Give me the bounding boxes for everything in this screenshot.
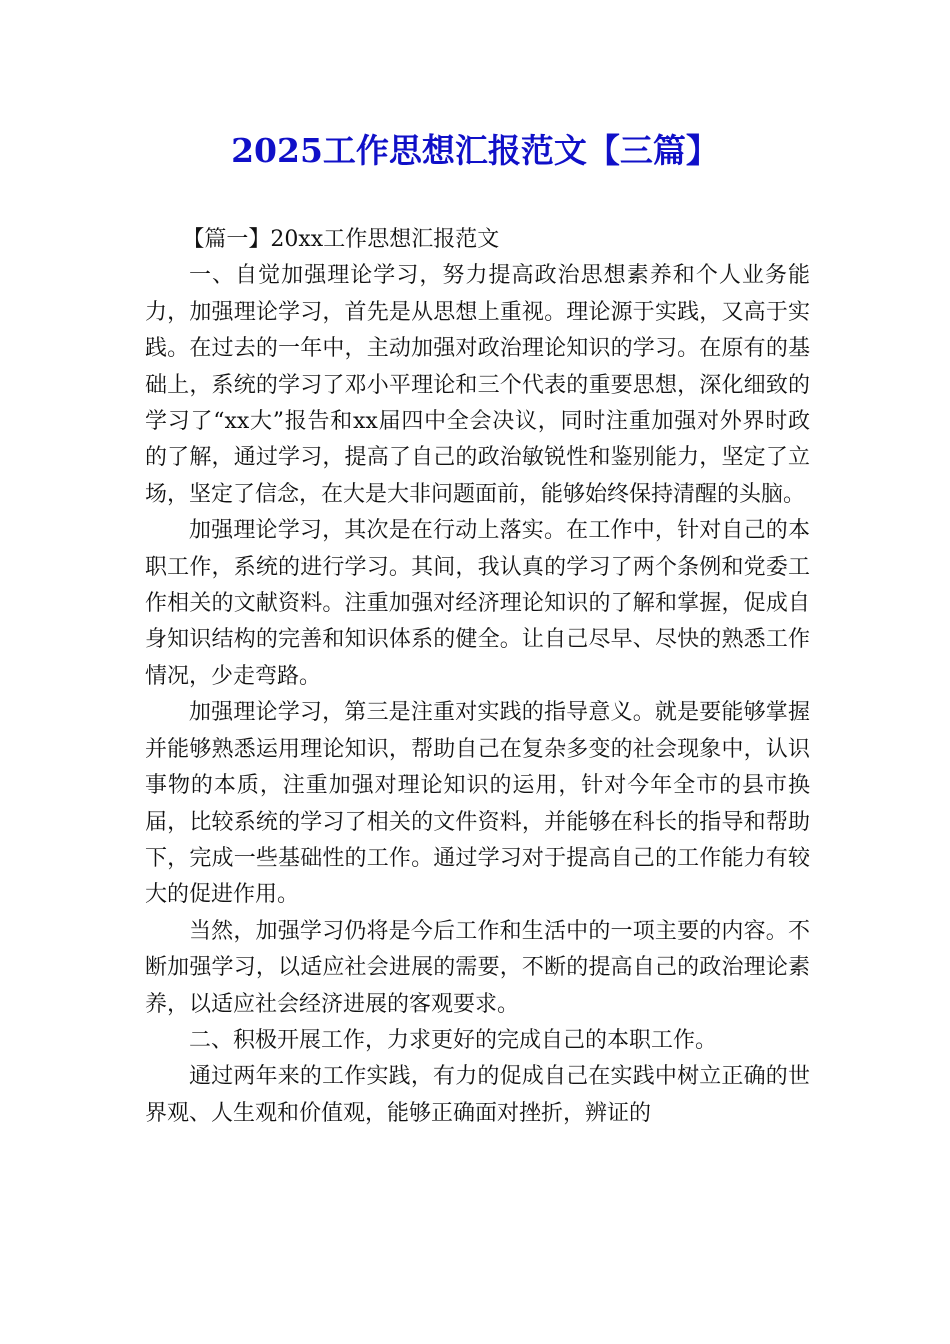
- paragraph: 加强理论学习，其次是在行动上落实。在工作中，针对自己的本职工作，系统的进行学习。其间，我认真的学习了两个条例和党委工作相关的文献资料。注重加强对经济理论知识的了解和掌握，促成自身知识结构的完善和知识体系的健全。让自己尽早、尽快的熟悉工作情况，少走弯路。: [145, 518, 810, 689]
- paragraph: 当然，加强学习仍将是今后工作和生活中的一项主要的内容。不断加强学习，以适应社会进展的需要，不断的提高自己的政治理论素养，以适应社会经济进展的客观要求。: [145, 918, 810, 1017]
- section-heading: 【篇一】20xx工作思想汇报范文: [182, 227, 500, 252]
- paragraph: 一、自觉加强理论学习，努力提高政治思想素养和个人业务能力，加强理论学习，首先是从思想上重视。理论源于实践，又高于实践。在过去的一年中，主动加强对政治理论知识的学习。在原有的基础上，系统的学习了邓小平理论和三个代表的重要思想，深化细致的学习了“xx大”报告和xx届四中全会决议，同时注重加强对外界时政的了解，通过学习，提高了自己的政治敏锐性和鉴别能力，坚定了立场，坚定了信念，在大是大非问题面前，能够始终保持清醒的头脑。: [145, 263, 810, 507]
- paragraph: 通过两年来的工作实践，有力的促成自己在实践中树立正确的世界观、人生观和价值观，能够正确面对挫折，辨证的: [145, 1064, 810, 1126]
- paragraph: 加强理论学习，第三是注重对实践的指导意义。就是要能够掌握并能够熟悉运用理论知识，帮助自己在复杂多变的社会现象中，认识事物的本质，注重加强对理论知识的运用，针对今年全市的县市换届，比较系统的学习了相关的文件资料，并能够在科长的指导和帮助下，完成一些基础性的工作。通过学习对于提高自己的工作能力有较大的促进作用。: [145, 700, 810, 908]
- document-title: 2025工作思想汇报范文【三篇】: [231, 131, 719, 170]
- paragraph: 二、积极开展工作，力求更好的完成自己的本职工作。: [189, 1027, 718, 1053]
- document-body: [145, 222, 810, 1132]
